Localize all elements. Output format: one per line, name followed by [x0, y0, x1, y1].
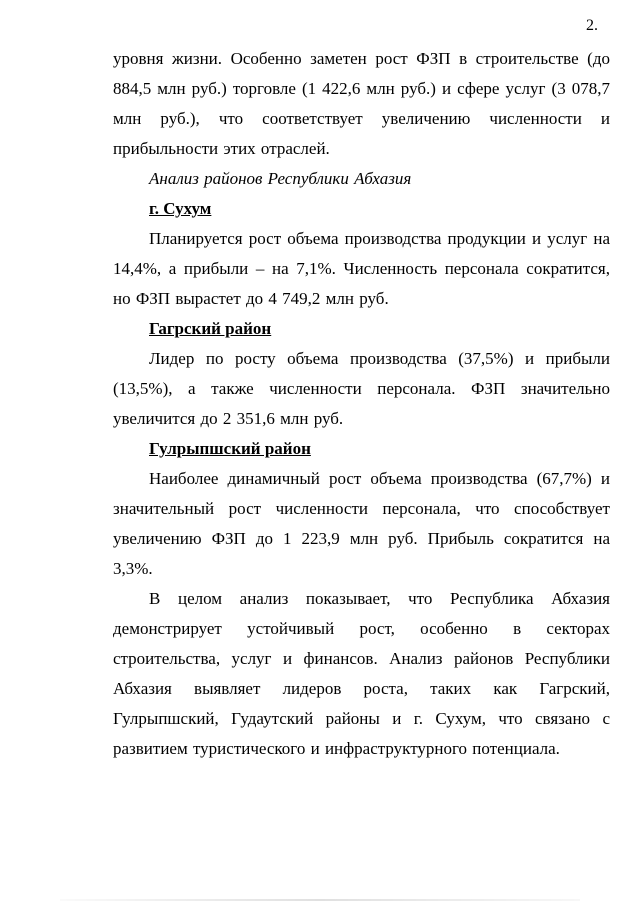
page-number: 2.	[586, 17, 598, 34]
heading-gulripsh	[113, 434, 610, 464]
paragraph-continuation: уровня жизни. Особенно заметен рост ФЗП в строительстве (до 884,5 млн руб.) торговле (1 422,6 млн руб.) и сфере услуг (3 078,7 млн руб.), что соответствует увеличению численности и прибыльности этих отраслей.	[113, 49, 610, 158]
document-body	[113, 44, 610, 764]
paragraph-gulripsh: Наиболее динамичный рост объема производства (67,7%) и значительный рост численности персонала, что способствует увеличению ФЗП до 1 223,9 млн руб. Прибыль сократится на 3,3%.	[113, 469, 610, 578]
heading-gagra	[113, 314, 610, 344]
heading-sukhum-text: г. Сухум	[149, 199, 212, 218]
paragraph-gagra: Лидер по росту объема производства (37,5%) и прибыли (13,5%), а также численности персонала. ФЗП значительно увеличится до 2 351,6 млн руб.	[113, 349, 610, 428]
paragraph-conclusion: В целом анализ показывает, что Республика Абхазия демонстрирует устойчивый рост, особенно в секторах строительства, услуг и финансов. Анализ районов Республики Абхазия выявляет лидеров роста, таких как Гагрский, Гулрыпшский, Гудаутский районы и г. Сухум, что связано с развитием туристического и инфраструктурного потенциала.	[113, 589, 610, 758]
section-title-districts-analysis: Анализ районов Республики Абхазия	[149, 169, 412, 188]
heading-gulripsh-text: Гулрыпшский район	[149, 439, 311, 458]
heading-gagra-text: Гагрский район	[149, 319, 272, 338]
paragraph-sukhum: Планируется рост объема производства продукции и услуг на 14,4%, а прибыли – на 7,1%. Численность персонала сократится, но ФЗП вырастет до 4 749,2 млн руб.	[113, 229, 610, 308]
scan-artifact-edge	[60, 899, 580, 901]
heading-sukhum	[113, 194, 610, 224]
